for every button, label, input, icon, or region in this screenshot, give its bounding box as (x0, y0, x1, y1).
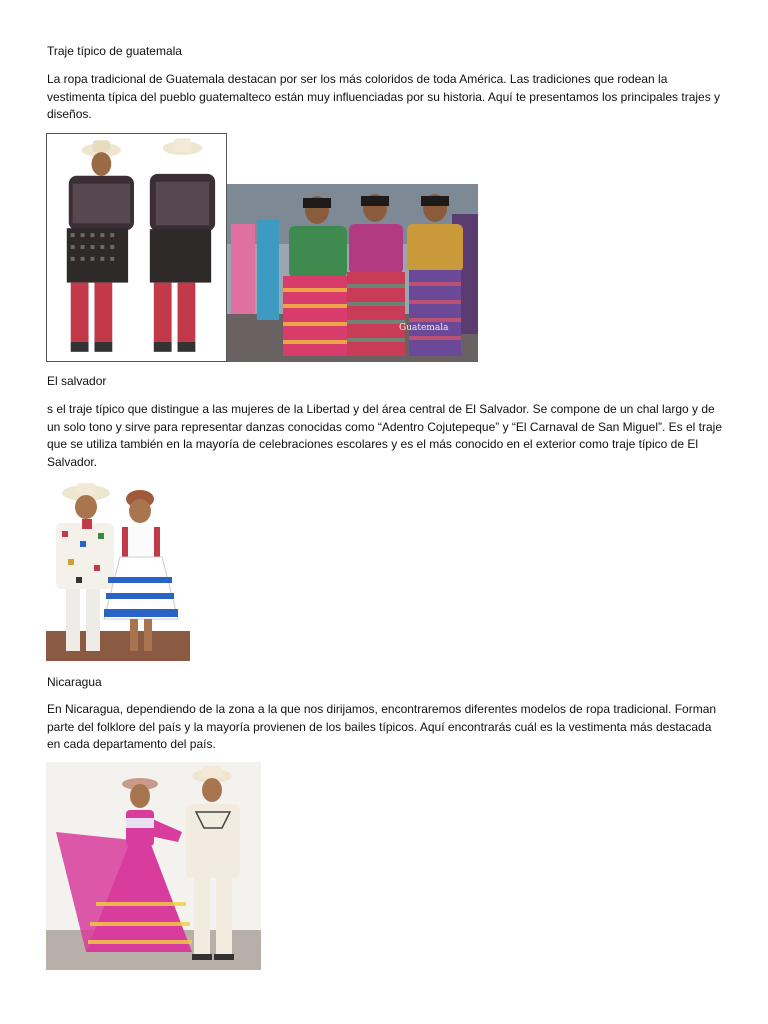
photo-guatemala-women (227, 184, 478, 362)
heading-guatemala: Traje típico de guatemala (47, 44, 182, 58)
paragraph-el-salvador: s el traje típico que distingue a las mujeres de la Libertad y del área central de El Salvador. Se compone de un chal largo y de un solo tono y sirve para representar danzas conocidas como “Adentro Cojutepeque” y “El Carnaval de San Miguel”. Es el traje que se utiliza también en la mayoría de celebraciones escolares y es el más conocido en el exterior como traje típico de El Salvador. (47, 402, 723, 469)
paragraph-guatemala: La ropa tradicional de Guatemala destacan por ser los más coloridos de toda América. Las tradiciones que rodean la vestimenta típica del pueblo guatemalteco están muy influenciadas por su historia. Aquí te presentamos los principales trajes y diseños. (47, 72, 721, 121)
paragraph-nicaragua: En Nicaragua, dependiendo de la zona a la que nos dirijamos, encontraremos diferentes modelos de ropa tradicional. Forman parte del folklore del país y la mayoría provienen de los bailes típicos. Aquí encontrarás cuál es la vestimenta más destacada en cada departamento del país. (47, 702, 717, 751)
photo-guatemala-men (46, 133, 227, 362)
heading-el-salvador: El salvador (47, 374, 107, 388)
photo-el-salvador-children (46, 479, 190, 661)
photo-caption-guatemala: Guatemala (399, 323, 449, 333)
heading-nicaragua: Nicaragua (47, 675, 102, 689)
photo-nicaragua-couple (46, 762, 261, 970)
